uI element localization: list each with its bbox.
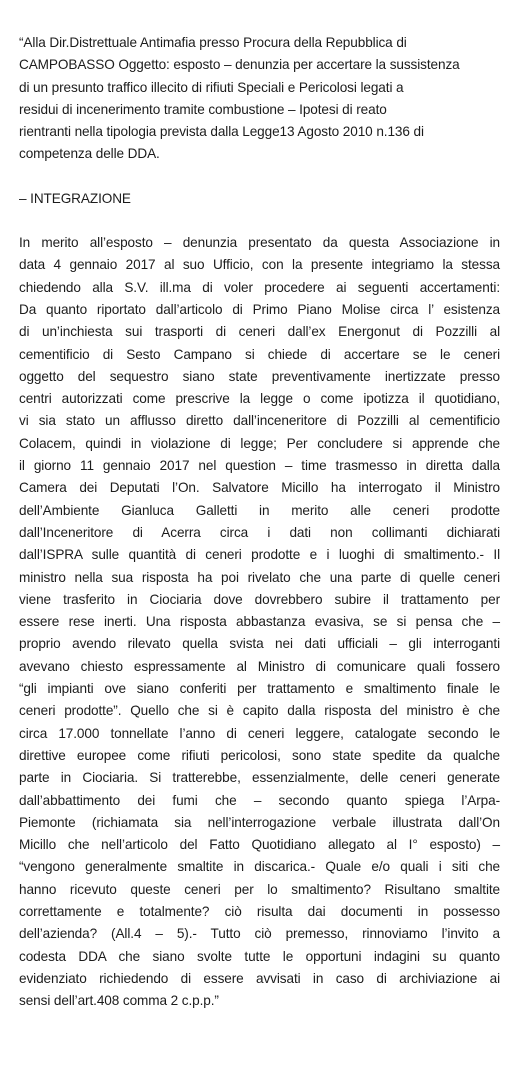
body-line: parte in Ciociaria. Si tratterebbe, essenzialmente, delle ceneri generate (19, 770, 500, 786)
intro-line: rientranti nella tipologia prevista dalla Legge13 Agosto 2010 n.136 di (19, 124, 424, 140)
section-heading (19, 188, 500, 210)
body-line: dall’ISPRA sulle quantità di ceneri prodotte e i luoghi di smaltimento.- Il (19, 547, 500, 563)
body-line: essere rese inerti. Una risposta abbastanza evasiva, se si pensa che – (19, 614, 500, 630)
intro-line: residui di incenerimento tramite combustione – Ipotesi di reato (19, 101, 387, 117)
body-line: ministro nella sua risposta ha poi rivelato che una parte di quelle ceneri (19, 569, 500, 585)
body-line: Colacem, quindi in violazione di legge; Per concludere si apprende che (19, 435, 500, 451)
body-line: direttive europee come rifiuti pericolosi, sono state spedite da qualche (19, 747, 500, 763)
intro-line: di un presunto traffico illecito di rifiuti Speciali e Pericolosi legati a (19, 79, 404, 95)
body-line: sensi dell’art.408 comma 2 c.p.p.” (19, 993, 219, 1009)
body-line: Camera dei Deputati l’On. Salvatore Micillo ha interrogato il Ministro (19, 480, 500, 496)
body-line: avevano chiesto espressamente al Ministro di comunicare quali fossero (19, 658, 500, 674)
body-line: Piemonte (richiamata sia nell’interrogazione verbale illustrata dall’On (19, 814, 500, 830)
body-line: oggetto del sequestro siano state preventivamente inertizzate presso (19, 368, 500, 384)
body-line: hanno ricevuto queste ceneri per lo smaltimento? Risultano smaltite (19, 881, 500, 897)
body-line: data 4 gennaio 2017 al suo Ufficio, con la presente integriamo la stessa (19, 257, 500, 273)
body-line: dall’abbattimento dei fumi che – secondo quanto spiega l’Arpa- (19, 792, 500, 808)
body-line: centri autorizzati come prescrive la legge o come ipotizza il quotidiano, (19, 391, 500, 407)
body-line: In merito all’esposto – denunzia presentato da questa Associazione in (19, 235, 500, 251)
body-line: il giorno 11 gennaio 2017 nel question – time trasmesso in diretta dalla (19, 458, 500, 474)
body-line: Micillo che nell’articolo del Fatto Quotidiano allegato al I° esposto) – (19, 837, 500, 853)
body-line: cementificio di Sesto Campano si chiede di accertare se le ceneri (19, 346, 500, 362)
body-line: circa 17.000 tonnellate l’anno di ceneri leggere, catalogate secondo le (19, 725, 500, 741)
body-line: ceneri prodotte”. Quello che si è capito dalla risposta del ministro è che (19, 703, 500, 719)
intro-line: competenza delle DDA. (19, 146, 160, 162)
body-line: viene trasferito in Ciociaria dove dovrebbero subire il trattamento per (19, 591, 500, 607)
document-page (19, 32, 500, 1012)
body-line: “gli impianti ove siano conferiti per trattamento e smaltimento finale le (19, 681, 500, 697)
body-line: vi sia stato un afflusso diretto dall’inceneritore di Pozzilli al cementificio (19, 413, 500, 429)
body-line: codesta DDA che siano svolte tutte le opportuni indagini su quanto (19, 948, 500, 964)
body-line: proprio avendo rilevato quella svista nei dati ufficiali – gli interroganti (19, 636, 500, 652)
intro-paragraph (19, 32, 500, 166)
heading-text: – INTEGRAZIONE (19, 190, 131, 206)
intro-line: CAMPOBASSO Oggetto: esposto – denunzia per accertare la sussistenza (19, 57, 460, 73)
body-line: dell’azienda? (All.4 – 5).- Tutto ciò premesso, rinnoviamo l’invito a (19, 926, 500, 942)
body-line: Da quanto riportato dall’articolo di Primo Piano Molise circa l’ esistenza (19, 301, 500, 317)
body-line: dell’Ambiente Gianluca Galletti in merito alle ceneri prodotte (19, 502, 500, 518)
body-line: chiedendo alla S.V. ill.ma di voler procedere ai seguenti accertamenti: (19, 279, 500, 295)
body-line: evidenziato richiedendo di essere avvisati in caso di archiviazione ai (19, 970, 500, 986)
body-line: di un’inchiesta sui trasporti di ceneri dall’ex Energonut di Pozzilli al (19, 324, 500, 340)
body-line: dall’Inceneritore di Acerra circa i dati non collimanti dichiarati (19, 524, 500, 540)
body-line: correttamente e totalmente? ciò risulta dai documenti in possesso (19, 903, 500, 919)
body-paragraph (19, 232, 500, 1012)
body-line: “vengono generalmente smaltite in discarica.- Quale e/o quali i siti che (19, 859, 500, 875)
intro-line: “Alla Dir.Distrettuale Antimafia presso Procura della Repubblica di (19, 35, 407, 50)
